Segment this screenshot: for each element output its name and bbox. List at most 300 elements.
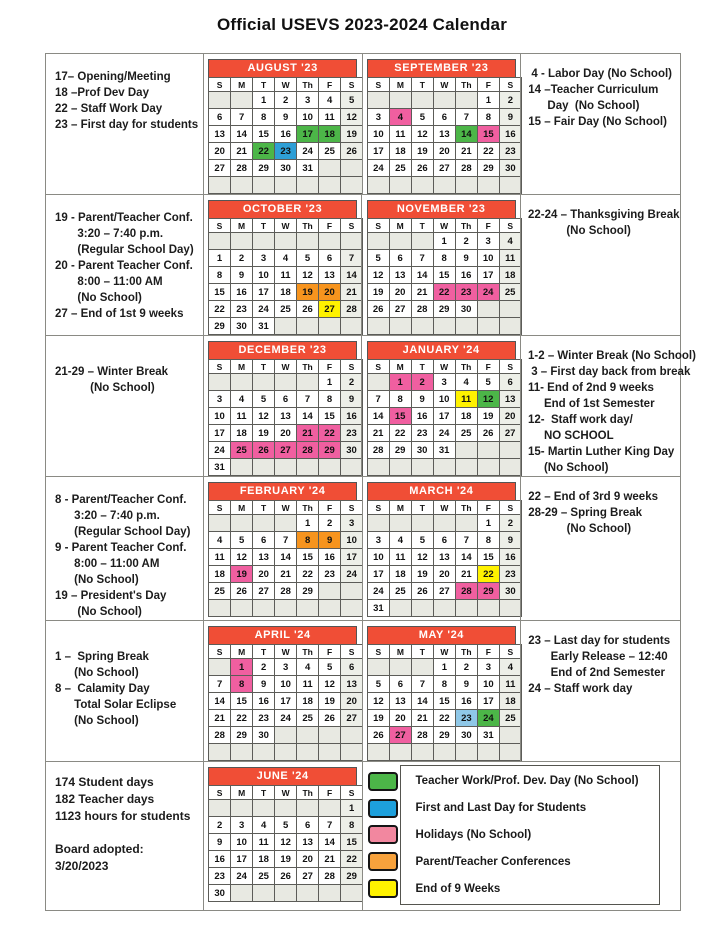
weekday-header: W <box>275 219 297 233</box>
weekday-header: M <box>231 219 253 233</box>
weekday-header: T <box>253 78 275 92</box>
legend-item <box>363 879 660 898</box>
day-cell: 19 <box>253 425 275 442</box>
week-row <box>209 834 363 851</box>
day-cell-highlight-orange: 19 <box>297 284 319 301</box>
note-line: 15- Martin Luther King Day <box>528 446 675 458</box>
day-cell: 31 <box>433 442 455 459</box>
week-row <box>367 659 521 676</box>
day-cell: 11 <box>297 676 319 693</box>
calendar-row-1 <box>45 53 681 195</box>
day-cell: 10 <box>253 267 275 284</box>
weekday-header: S <box>341 360 363 374</box>
month-grid <box>208 359 363 476</box>
legend-color-swatch <box>368 799 398 818</box>
day-cell: 6 <box>433 532 455 549</box>
day-cell <box>341 885 363 902</box>
day-cell <box>499 442 521 459</box>
day-cell: 8 <box>209 267 231 284</box>
week-row <box>367 160 521 177</box>
day-cell <box>319 318 341 335</box>
note-line: (No School) <box>55 382 155 394</box>
weekday-header-row <box>209 786 363 800</box>
week-row <box>209 515 363 532</box>
day-cell <box>411 318 433 335</box>
day-cell: 6 <box>275 391 297 408</box>
day-cell: 4 <box>253 817 275 834</box>
day-cell: 16 <box>231 284 253 301</box>
day-cell: 17 <box>433 408 455 425</box>
day-cell: 5 <box>477 374 499 391</box>
day-cell-highlight-green: 22 <box>253 143 275 160</box>
weekday-header-row <box>209 645 363 659</box>
weekday-header: S <box>499 360 521 374</box>
day-cell <box>411 233 433 250</box>
month-title: JANUARY '24 <box>367 341 516 359</box>
weekday-header: S <box>341 501 363 515</box>
day-cell: 26 <box>319 710 341 727</box>
week-row <box>209 143 363 160</box>
day-cell: 25 <box>297 710 319 727</box>
day-cell: 17 <box>477 267 499 284</box>
legend-color-swatch <box>368 852 398 871</box>
day-cell-highlight-pink: 29 <box>477 583 499 600</box>
month-grid <box>367 218 522 335</box>
day-cell: 7 <box>367 391 389 408</box>
note-line: 8:00 – 11:00 AM <box>55 558 160 570</box>
day-cell-highlight-orange: 20 <box>319 284 341 301</box>
week-row <box>367 727 521 744</box>
week-row <box>209 233 363 250</box>
note-line: End of 1st Semester <box>528 398 655 410</box>
note-line: Early Release – 12:40 <box>528 651 668 663</box>
weekday-header-row <box>367 78 521 92</box>
weekday-header: F <box>319 78 341 92</box>
week-row <box>367 143 521 160</box>
day-cell: 10 <box>231 834 253 851</box>
day-cell: 8 <box>433 676 455 693</box>
left-notes <box>46 195 203 335</box>
week-row <box>367 532 521 549</box>
weekday-header: M <box>231 786 253 800</box>
month-title: FEBRUARY '24 <box>208 482 357 500</box>
month-grid <box>208 644 363 761</box>
week-row <box>209 425 363 442</box>
weekday-header: M <box>231 360 253 374</box>
day-cell <box>341 177 363 194</box>
day-cell: 16 <box>209 851 231 868</box>
day-cell: 1 <box>319 374 341 391</box>
day-cell <box>341 160 363 177</box>
day-cell-highlight-green: 14 <box>455 126 477 143</box>
day-cell: 12 <box>253 408 275 425</box>
day-cell: 28 <box>209 727 231 744</box>
day-cell: 11 <box>319 109 341 126</box>
day-cell: 22 <box>477 143 499 160</box>
day-cell: 13 <box>297 834 319 851</box>
day-cell: 17 <box>367 143 389 160</box>
day-cell: 18 <box>389 566 411 583</box>
day-cell <box>319 727 341 744</box>
day-cell: 29 <box>477 160 499 177</box>
day-cell: 15 <box>319 408 341 425</box>
weekday-header: W <box>433 78 455 92</box>
day-cell <box>389 744 411 761</box>
day-cell: 9 <box>275 109 297 126</box>
day-cell: 27 <box>253 583 275 600</box>
day-cell <box>455 600 477 617</box>
month-title: AUGUST '23 <box>208 59 357 77</box>
day-cell: 26 <box>275 868 297 885</box>
day-cell: 7 <box>411 676 433 693</box>
day-cell <box>319 600 341 617</box>
month-december-23 <box>208 341 357 476</box>
day-cell <box>341 744 363 761</box>
right-notes <box>520 54 680 194</box>
day-cell: 12 <box>319 676 341 693</box>
calendar-row-4 <box>45 476 681 621</box>
weekday-header: Th <box>455 645 477 659</box>
day-cell: 19 <box>477 408 499 425</box>
day-cell <box>275 374 297 391</box>
day-cell: 3 <box>477 659 499 676</box>
day-cell: 1 <box>209 250 231 267</box>
weekday-header: M <box>389 78 411 92</box>
day-cell: 17 <box>367 566 389 583</box>
week-row <box>209 744 363 761</box>
day-cell: 14 <box>455 549 477 566</box>
day-cell: 14 <box>367 408 389 425</box>
day-cell: 21 <box>411 284 433 301</box>
day-cell-highlight-pink: 26 <box>253 442 275 459</box>
day-cell: 7 <box>275 532 297 549</box>
day-cell <box>341 318 363 335</box>
day-cell: 24 <box>253 301 275 318</box>
week-row <box>209 250 363 267</box>
day-cell <box>433 92 455 109</box>
day-cell: 30 <box>411 442 433 459</box>
weekday-header: Th <box>297 501 319 515</box>
weekday-header: M <box>231 645 253 659</box>
note-line: 19 - Parent/Teacher Conf. <box>55 212 193 224</box>
note-line: 4 - Labor Day (No School) <box>528 68 672 80</box>
day-cell: 20 <box>433 143 455 160</box>
note-line: 3:20 – 7:40 p.m. <box>55 228 164 240</box>
day-cell <box>209 374 231 391</box>
weekday-header: W <box>433 360 455 374</box>
day-cell <box>319 160 341 177</box>
week-row <box>367 391 521 408</box>
right-notes <box>520 195 680 335</box>
day-cell: 1 <box>477 515 499 532</box>
note-line: 22 – End of 3rd 9 weeks <box>528 491 658 503</box>
day-cell <box>231 744 253 761</box>
day-cell: 23 <box>341 425 363 442</box>
week-row <box>367 177 521 194</box>
day-cell: 6 <box>253 532 275 549</box>
day-cell: 7 <box>319 817 341 834</box>
day-cell <box>253 800 275 817</box>
week-row <box>209 676 363 693</box>
day-cell: 27 <box>433 583 455 600</box>
day-cell: 5 <box>231 532 253 549</box>
week-row <box>209 177 363 194</box>
note-line: 1123 hours for students <box>55 809 191 823</box>
day-cell: 7 <box>297 391 319 408</box>
day-cell: 5 <box>253 391 275 408</box>
day-cell: 28 <box>455 160 477 177</box>
day-cell: 30 <box>275 160 297 177</box>
right-notes <box>520 336 696 476</box>
legend-color-swatch <box>368 879 398 898</box>
day-cell: 10 <box>433 391 455 408</box>
day-cell: 18 <box>297 693 319 710</box>
day-cell <box>411 177 433 194</box>
note-line: (No School) <box>55 574 139 586</box>
day-cell: 26 <box>341 143 363 160</box>
day-cell <box>231 233 253 250</box>
day-cell <box>389 515 411 532</box>
day-cell <box>411 459 433 476</box>
day-cell-highlight-pink: 21 <box>297 425 319 442</box>
day-cell: 3 <box>275 659 297 676</box>
day-cell: 17 <box>341 549 363 566</box>
day-cell: 17 <box>253 284 275 301</box>
day-cell-highlight-green: 12 <box>477 391 499 408</box>
day-cell: 4 <box>275 250 297 267</box>
day-cell: 4 <box>499 233 521 250</box>
day-cell <box>411 659 433 676</box>
day-cell: 19 <box>367 710 389 727</box>
day-cell <box>499 744 521 761</box>
day-cell <box>499 301 521 318</box>
day-cell: 27 <box>389 301 411 318</box>
week-row <box>209 549 363 566</box>
day-cell <box>209 659 231 676</box>
day-cell-highlight-green: 24 <box>477 710 499 727</box>
month-grid <box>367 644 522 761</box>
day-cell: 19 <box>411 566 433 583</box>
day-cell <box>411 92 433 109</box>
week-row <box>367 318 521 335</box>
week-row <box>209 600 363 617</box>
weekday-header-row <box>367 219 521 233</box>
month-cell-june-24 <box>203 762 362 910</box>
day-cell: 10 <box>367 549 389 566</box>
month-cell-december-23 <box>203 336 362 476</box>
week-row <box>209 318 363 335</box>
day-cell: 27 <box>433 160 455 177</box>
note-line: 1-2 – Winter Break (No School) <box>528 350 696 362</box>
day-cell <box>275 744 297 761</box>
weekday-header: W <box>275 360 297 374</box>
weekday-header: S <box>209 219 231 233</box>
day-cell: 9 <box>455 676 477 693</box>
day-cell <box>275 727 297 744</box>
month-grid <box>208 500 363 617</box>
week-row <box>209 92 363 109</box>
month-cell-august-23 <box>203 54 362 194</box>
day-cell <box>389 233 411 250</box>
day-cell <box>367 744 389 761</box>
day-cell: 10 <box>297 109 319 126</box>
weekday-header: T <box>253 645 275 659</box>
day-cell <box>275 459 297 476</box>
day-cell <box>275 600 297 617</box>
day-cell: 5 <box>367 250 389 267</box>
left-notes <box>46 54 203 194</box>
day-cell: 18 <box>275 284 297 301</box>
week-row <box>209 442 363 459</box>
day-cell: 12 <box>367 267 389 284</box>
day-cell: 10 <box>477 250 499 267</box>
footer-notes <box>46 762 203 910</box>
day-cell: 22 <box>433 710 455 727</box>
weekday-header: F <box>477 219 499 233</box>
note-line: 15 – Fair Day (No School) <box>528 116 667 128</box>
day-cell: 25 <box>253 868 275 885</box>
day-cell: 19 <box>319 693 341 710</box>
day-cell: 29 <box>231 727 253 744</box>
month-grid <box>367 500 522 617</box>
day-cell: 14 <box>231 126 253 143</box>
note-line: 8 - Parent/Teacher Conf. <box>55 494 187 506</box>
day-cell: 9 <box>253 676 275 693</box>
note-line: (No School) <box>528 462 609 474</box>
day-cell: 25 <box>499 284 521 301</box>
day-cell: 13 <box>253 549 275 566</box>
weekday-header: T <box>411 645 433 659</box>
month-october-23 <box>208 200 357 335</box>
day-cell <box>389 92 411 109</box>
day-cell: 6 <box>499 374 521 391</box>
day-cell: 12 <box>411 549 433 566</box>
day-cell: 4 <box>297 659 319 676</box>
weekday-header: Th <box>297 786 319 800</box>
note-line: 23 – First day for students <box>55 119 199 131</box>
day-cell: 30 <box>209 885 231 902</box>
weekday-header: S <box>209 360 231 374</box>
day-cell: 25 <box>275 301 297 318</box>
calendar-row-bottom <box>45 761 681 911</box>
day-cell: 25 <box>389 160 411 177</box>
weekday-header: Th <box>297 78 319 92</box>
day-cell <box>231 374 253 391</box>
week-row <box>367 600 521 617</box>
week-row <box>367 676 521 693</box>
day-cell: 23 <box>319 566 341 583</box>
day-cell: 20 <box>389 710 411 727</box>
left-notes <box>46 477 203 620</box>
right-notes <box>520 477 680 620</box>
day-cell-highlight-blue: 23 <box>275 143 297 160</box>
note-line: Day (No School) <box>528 100 640 112</box>
day-cell: 9 <box>341 391 363 408</box>
note-line: 174 Student days <box>55 775 154 789</box>
week-row <box>367 425 521 442</box>
day-cell: 24 <box>367 160 389 177</box>
note-line: 8 – Calamity Day <box>55 683 150 695</box>
day-cell <box>389 459 411 476</box>
note-line: 8:00 – 11:00 AM <box>55 276 163 288</box>
day-cell <box>209 92 231 109</box>
day-cell: 13 <box>433 549 455 566</box>
day-cell-highlight-orange: 9 <box>319 532 341 549</box>
day-cell <box>341 459 363 476</box>
note-line: 14 –Teacher Curriculum <box>528 84 659 96</box>
month-cell-september-23 <box>362 54 521 194</box>
day-cell: 25 <box>389 583 411 600</box>
day-cell-highlight-yellow: 22 <box>477 566 499 583</box>
day-cell <box>477 744 499 761</box>
week-row <box>367 744 521 761</box>
day-cell: 21 <box>455 566 477 583</box>
day-cell-highlight-pink: 4 <box>389 109 411 126</box>
weekday-header: W <box>275 78 297 92</box>
day-cell: 12 <box>411 126 433 143</box>
day-cell: 11 <box>275 267 297 284</box>
note-line: 28-29 – Spring Break <box>528 507 643 519</box>
day-cell: 2 <box>209 817 231 834</box>
day-cell: 16 <box>455 693 477 710</box>
day-cell: 8 <box>389 391 411 408</box>
day-cell: 8 <box>319 391 341 408</box>
weekday-header: Th <box>297 360 319 374</box>
day-cell: 4 <box>209 532 231 549</box>
day-cell: 2 <box>455 233 477 250</box>
day-cell <box>319 459 341 476</box>
day-cell: 26 <box>411 160 433 177</box>
day-cell: 3 <box>433 374 455 391</box>
weekday-header: Th <box>455 219 477 233</box>
day-cell <box>253 374 275 391</box>
day-cell: 24 <box>231 868 253 885</box>
day-cell <box>499 727 521 744</box>
weekday-header: T <box>253 786 275 800</box>
day-cell: 26 <box>297 301 319 318</box>
month-grid <box>367 77 522 194</box>
day-cell-highlight-orange: 8 <box>297 532 319 549</box>
day-cell: 25 <box>209 583 231 600</box>
day-cell <box>275 515 297 532</box>
weekday-header: Th <box>455 78 477 92</box>
day-cell: 13 <box>209 126 231 143</box>
day-cell <box>367 318 389 335</box>
week-row <box>367 515 521 532</box>
note-line: (No School) <box>55 715 139 727</box>
day-cell: 18 <box>499 267 521 284</box>
day-cell <box>367 515 389 532</box>
day-cell <box>297 374 319 391</box>
weekday-header: S <box>367 645 389 659</box>
day-cell: 23 <box>411 425 433 442</box>
day-cell <box>455 442 477 459</box>
day-cell <box>367 374 389 391</box>
weekday-header: Th <box>297 219 319 233</box>
day-cell: 18 <box>231 425 253 442</box>
day-cell <box>477 459 499 476</box>
day-cell <box>275 233 297 250</box>
day-cell: 8 <box>341 817 363 834</box>
weekday-header-row <box>367 501 521 515</box>
day-cell: 19 <box>341 126 363 143</box>
day-cell: 29 <box>433 301 455 318</box>
day-cell: 9 <box>231 267 253 284</box>
calendar-row-2 <box>45 194 681 336</box>
day-cell: 29 <box>253 160 275 177</box>
day-cell: 15 <box>433 267 455 284</box>
day-cell <box>275 885 297 902</box>
